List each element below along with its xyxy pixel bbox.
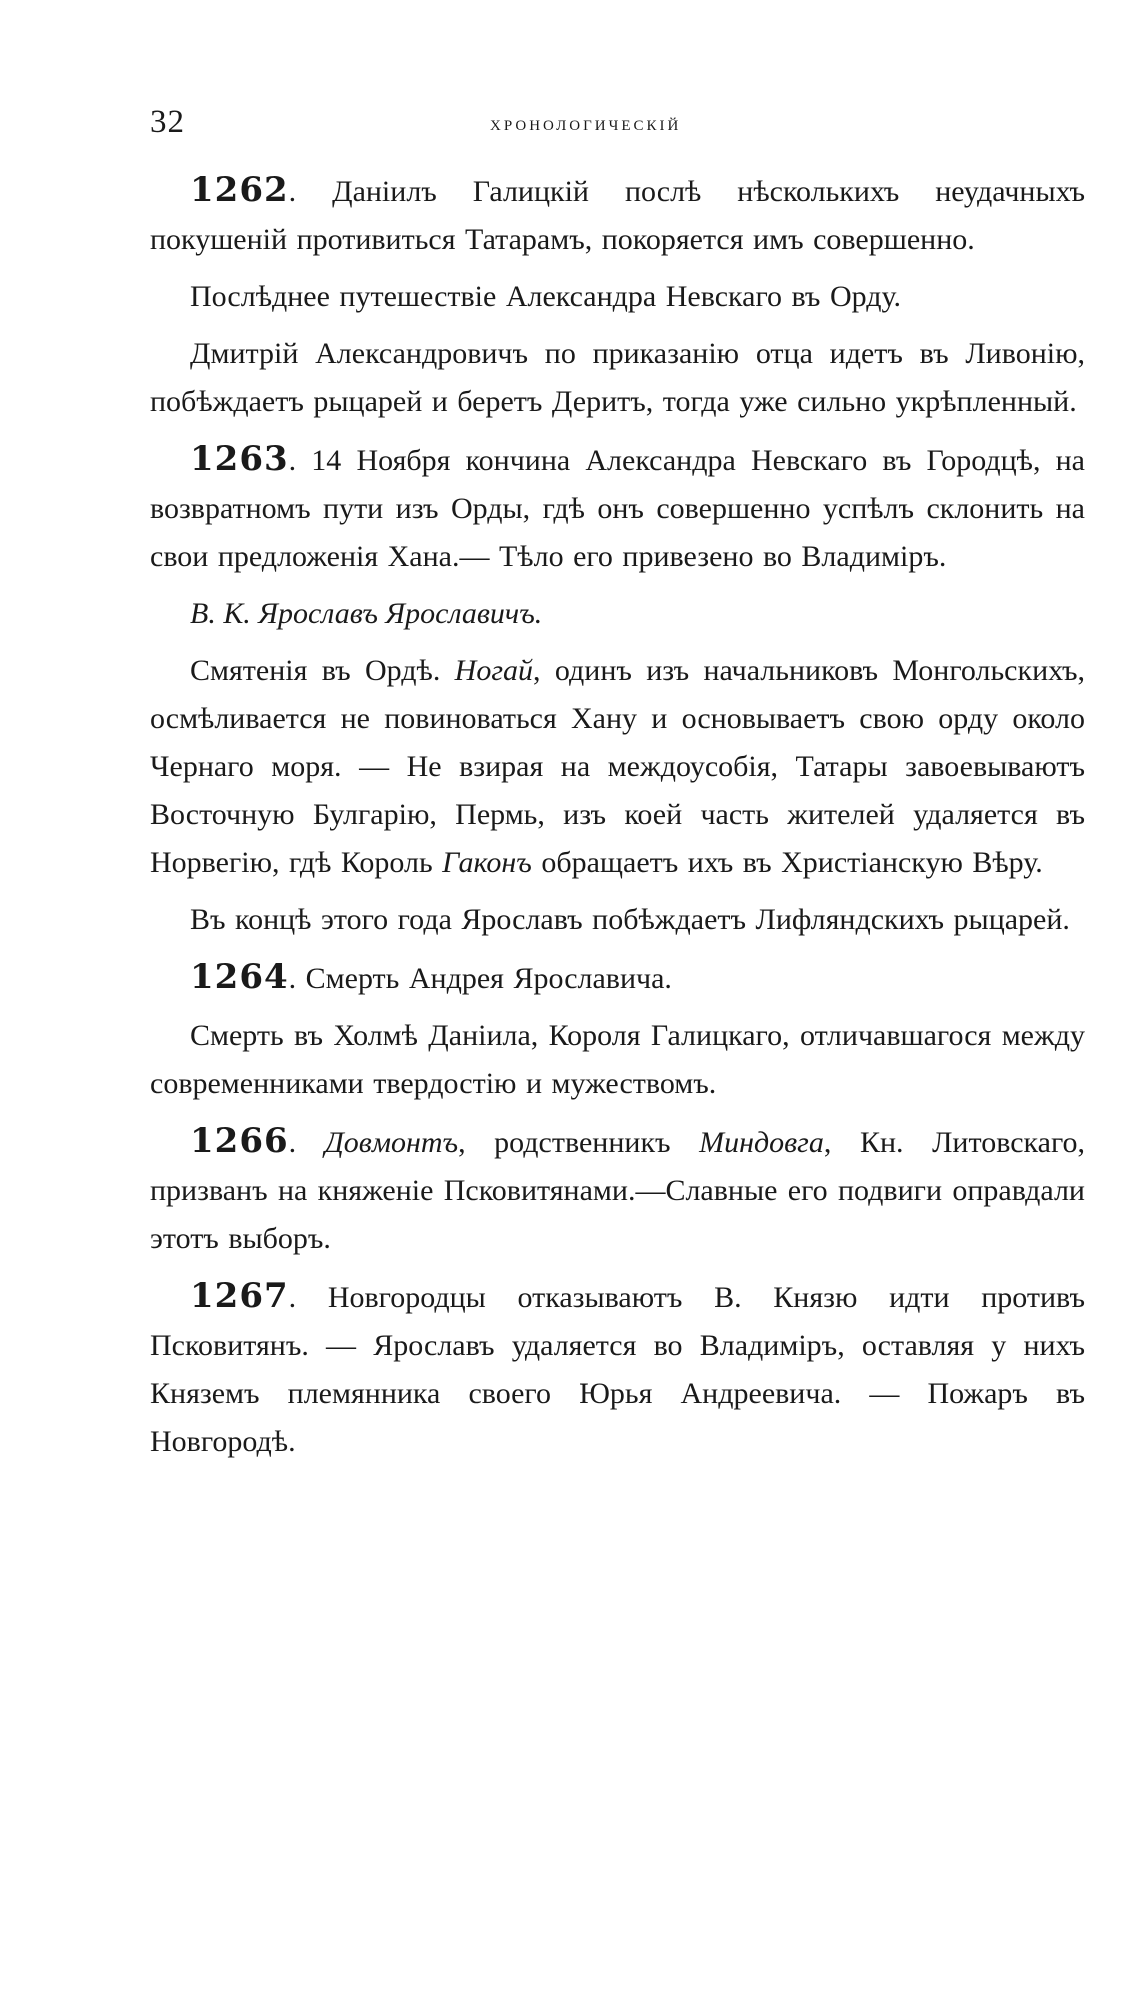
name-nogai: Ногай [454, 654, 534, 687]
entry-1267 [150, 1272, 1085, 1466]
paragraph-horde [150, 647, 1085, 887]
entry-text: . Смерть Андрея Ярославича. [288, 962, 672, 995]
year-label: 1264 [190, 957, 289, 997]
year-label: 1263 [190, 439, 289, 479]
paragraph-yaroslav: Въ концѣ этого года Ярославъ побѣждаетъ Лифляндскихъ рыцарей. [190, 903, 1070, 936]
chronicle-text [150, 166, 1085, 1475]
entry-text: . Даніилъ Галицкій послѣ нѣсколькихъ неудачныхъ покушеній противиться Татарамъ, покоряется имъ совершенно. [150, 175, 1085, 256]
entry-text: . 14 Ноября кончина Александра Невскаго въ Городцѣ, на возвратномъ пути изъ Орды, гдѣ онъ совершенно успѣлъ склонить на свои предложенія Хана.— Тѣло его привезено во Владиміръ. [150, 444, 1085, 573]
entry-text: , одинъ изъ начальниковъ Монгольскихъ, осмѣливается не повиноваться Хану и основываетъ свою орду около Чернаго моря. — Не взирая на междоусобія, Татары завоевываютъ Восточную Булгарію, Пермь, изъ коей часть жителей удаляется въ Норвегію, гдѣ Король [150, 654, 1085, 879]
year-label: 1267 [190, 1276, 289, 1316]
entry-text: , родственникъ [458, 1126, 700, 1159]
entry-text: обращаетъ ихъ въ Христіанскую Вѣру. [531, 846, 1043, 879]
entry-text: . Новгородцы отказываютъ В. Князю идти противъ Псковитянъ. — Ярославъ удаляется во Владиміръ, оставляя у нихъ Княземъ племянника своего Юрья Андреевича. — Пожаръ въ Новгородѣ. [150, 1281, 1085, 1458]
running-title: хронологическій [490, 110, 682, 135]
entry-1266 [150, 1117, 1085, 1263]
year-label: 1262 [190, 170, 289, 210]
entry-1264 [150, 953, 1085, 1003]
name-gakon: Гаконъ [442, 846, 532, 879]
year-label: 1266 [190, 1121, 289, 1161]
page-number: 32 [150, 104, 185, 140]
entry-text: , Кн. Литовскаго, призванъ на княженіе Псковитянами.—Славные его подвиги оправдали этотъ выборъ. [150, 1126, 1086, 1255]
entry-text: . [288, 1126, 325, 1159]
paragraph-dmitry: Дмитрій Александровичъ по приказанію отца идетъ въ Ливонію, побѣждаетъ рыцарей и беретъ Деритъ, тогда уже сильно укрѣпленный. [150, 337, 1085, 418]
entry-1262 [150, 166, 1085, 264]
entry-text: Смятенія въ Ордѣ. [190, 654, 455, 687]
paragraph-journey: Послѣднее путешествіе Александра Невскаго въ Орду. [190, 280, 901, 313]
paragraph-daniil: Смерть въ Холмѣ Даніила, Короля Галицкаго, отличавшагося между современниками твердостію и мужествомъ. [150, 1019, 1085, 1100]
name-mindovg: Миндовга [699, 1126, 824, 1159]
name-dovmont: Довмонтъ [324, 1126, 459, 1159]
running-head [150, 104, 1085, 148]
grand-prince-heading: В. К. Ярославъ Ярославичъ. [190, 597, 543, 630]
entry-1263 [150, 435, 1085, 581]
